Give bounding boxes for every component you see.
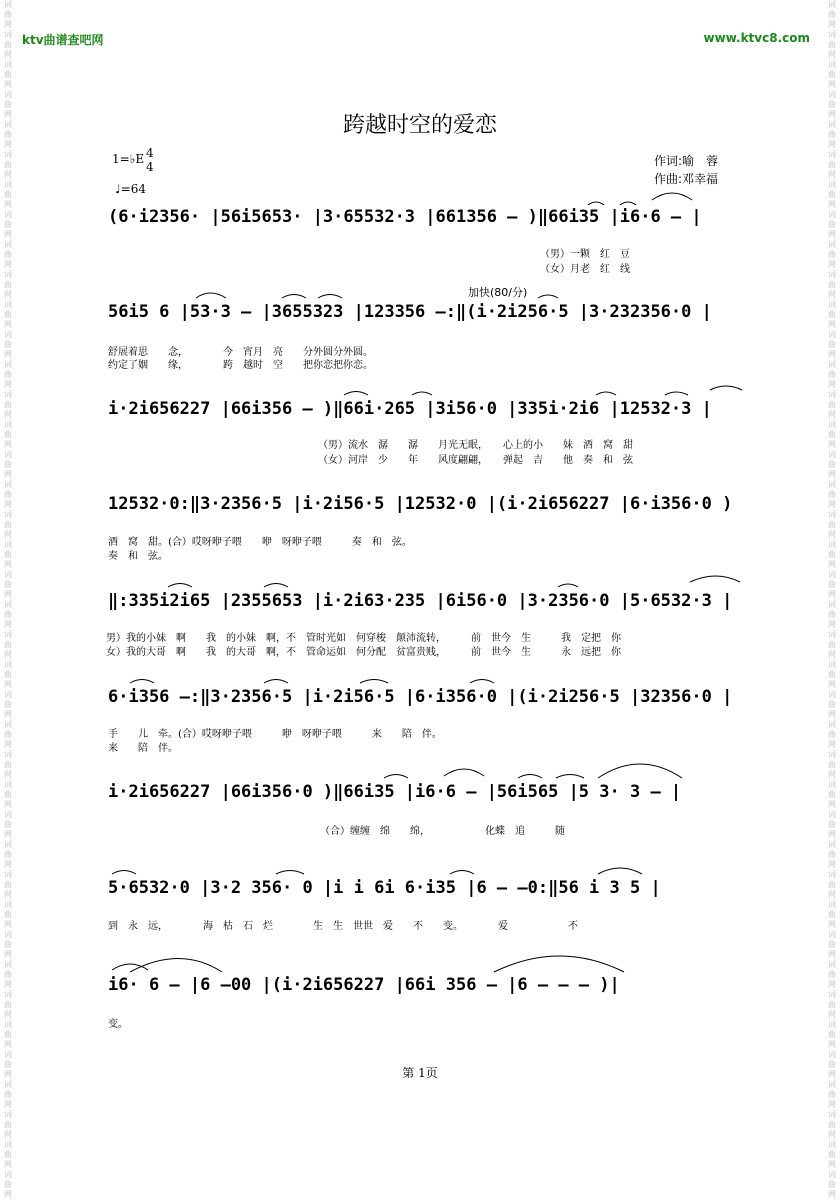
score-line-8: 5·6532·0 |3·2 356· 0 |i i 6i 6·i35 |6 — —0:‖56 i 3 5 |	[108, 878, 661, 898]
slur-4	[196, 293, 226, 298]
score-line-9: i6· 6 — |6 —00 |(i·2i656227 |66i 356 — |6 — — — )|	[108, 975, 620, 995]
lyric-3-b: （女）河岸 少 年 风度翩翩， 弹起 吉 他 奏 和 弦	[318, 455, 633, 466]
site-name-left[interactable]: ktv曲谱查吧网	[22, 33, 104, 47]
lyric-8-a: 到 永 远， 海 枯 石 烂 生 生 世世 爱 不 变。 爱 不	[108, 921, 578, 932]
slur-7	[538, 295, 558, 298]
slur-28	[450, 871, 474, 875]
slur-14	[264, 584, 288, 588]
lyric-1-a: （男）一颗 红 豆	[540, 249, 630, 260]
site-url-right[interactable]: www.ktvc8.com	[703, 31, 810, 45]
slur-27	[276, 871, 304, 875]
time-signature	[146, 146, 154, 174]
score-line-7: i·2i656227 |66i356·0 )‖66i35 |i6·6 — |56i565 |5 3· 3 — |	[108, 782, 682, 802]
lyric-1-b: （女）月老 红 线	[540, 264, 630, 275]
slur-21	[384, 775, 408, 779]
slur-2	[620, 202, 636, 205]
lyric-9-a: 变。	[108, 1019, 128, 1030]
lyric-5-a: 男）我的小妹 啊 我 的小妹 啊，不 管时光如 何穿梭 颠沛流转， 前 世今 生 我 定把 你	[106, 633, 621, 644]
slur-15	[558, 584, 578, 587]
slur-22	[444, 769, 484, 776]
key-signature: 1=♭E	[112, 152, 145, 166]
lyric-3-a: （男）流水 潺 潺 月光无眠， 心上的小 妹 酒 窝 甜	[318, 440, 633, 451]
slur-8	[344, 392, 368, 396]
song-title: 跨越时空的爱恋	[342, 113, 497, 138]
lyricist-credit: 作词:喻 蓉	[654, 154, 719, 168]
slur-16	[690, 576, 740, 582]
slur-6	[318, 295, 342, 299]
slur-1	[588, 202, 604, 205]
score-line-3: i·2i656227 |66i356 — )‖66i·265 |3i56·0 |335i·2i6 |12532·3 |	[108, 399, 712, 419]
slur-20	[470, 680, 494, 684]
slur-9	[412, 392, 432, 395]
score-line-5: ‖:335i2i65 |2355653 |i·2i63·235 |6i56·0 |3·2356·0 |5·6532·3 |	[108, 591, 733, 611]
slur-19	[360, 680, 388, 684]
lyric-4-b: 奏 和 弦。	[108, 551, 168, 562]
page-number: 第 1页	[402, 1066, 438, 1080]
lyric-2-b: 约定了姻 缘， 跨 越时 空 把你恋把你恋。	[108, 360, 373, 371]
slur-31	[130, 959, 222, 973]
score-line-2: 56i5 6 |53·3 — |3655323 |123356 —:‖(i·2i256·5 |3·232356·0 |	[108, 302, 712, 322]
slur-12	[710, 386, 742, 390]
tempo-marking: ♩=64	[115, 182, 146, 196]
slur-17	[130, 680, 154, 684]
composer-credit: 作曲:邓幸福	[654, 172, 719, 186]
score-line-1: (6·i2356· |56i5653· |3·65532·3 |661356 — )‖66i35 |i6·6 — |	[108, 207, 702, 227]
lyric-6-b: 来 陪 伴。	[108, 743, 178, 754]
score-line-4: 12532·0:‖3·2356·5 |i·2i56·5 |12532·0 |(i·2i656227 |6·i356·0 )	[108, 494, 733, 514]
slur-10	[596, 392, 616, 395]
slur-26	[112, 871, 136, 875]
meter-top: 4	[146, 146, 154, 160]
slur-30	[112, 964, 148, 970]
meter-bottom: 4	[146, 160, 154, 174]
lyric-6-a: 手 儿 牵。(合）哎呀咿子喂 咿 呀咿子喂 来 陪 伴。	[108, 729, 442, 740]
slur-11	[665, 392, 688, 395]
slur-13	[168, 584, 192, 588]
slur-5	[282, 295, 306, 299]
slur-24	[556, 775, 584, 779]
slur-32	[494, 956, 624, 972]
slur-3	[652, 193, 692, 200]
score-line-6: 6·i356 —:‖3·2356·5 |i·2i56·5 |6·i356·0 |(i·2i256·5 |32356·0 |	[108, 687, 733, 707]
slur-25	[598, 764, 682, 778]
side-watermark-right: 词曲网 词曲网 词曲网 词曲网 词曲网 词曲网 词曲网 词曲网 词曲网 词曲网 词曲网 词曲网 词曲网 词曲网 词曲网 词曲网 词曲网 词曲网 词曲网 词曲网 词曲网 词曲网 词曲网 词曲网 词曲网 词曲网 词曲网 词曲网 词曲网 词曲网 词曲网 词曲网 词曲网 词曲网 词曲网 词曲网 词曲网 词曲网 词曲网 词曲网	[828, 0, 836, 1199]
tempo-change-marking: 加快(80/分)	[468, 286, 528, 299]
lyric-4-a: 酒 窝 甜。(合）哎呀咿子喂 咿 呀咿子喂 奏 和 弦。	[108, 537, 412, 548]
slur-18	[264, 680, 288, 684]
slur-23	[518, 775, 542, 779]
side-watermark-left: 词曲网 词曲网 词曲网 词曲网 词曲网 词曲网 词曲网 词曲网 词曲网 词曲网 词曲网 词曲网 词曲网 词曲网 词曲网 词曲网 词曲网 词曲网 词曲网 词曲网 词曲网 词曲网 词曲网 词曲网 词曲网 词曲网 词曲网 词曲网 词曲网 词曲网 词曲网 词曲网 词曲网 词曲网 词曲网 词曲网 词曲网 词曲网 词曲网 词曲网	[4, 0, 12, 1199]
slur-29	[598, 868, 642, 874]
lyric-5-b: 女）我的大哥 啊 我 的大哥 啊，不 管命运如 何分配 贫富贵贱， 前 世今 生 永 远把 你	[106, 647, 621, 658]
lyric-2-a: 舒展着思 念， 今 宵月 亮 分外圆分外圆。	[108, 347, 373, 358]
lyric-7-a: （合）缠缠 绵 绵， 化蝶 追 随	[320, 826, 565, 837]
